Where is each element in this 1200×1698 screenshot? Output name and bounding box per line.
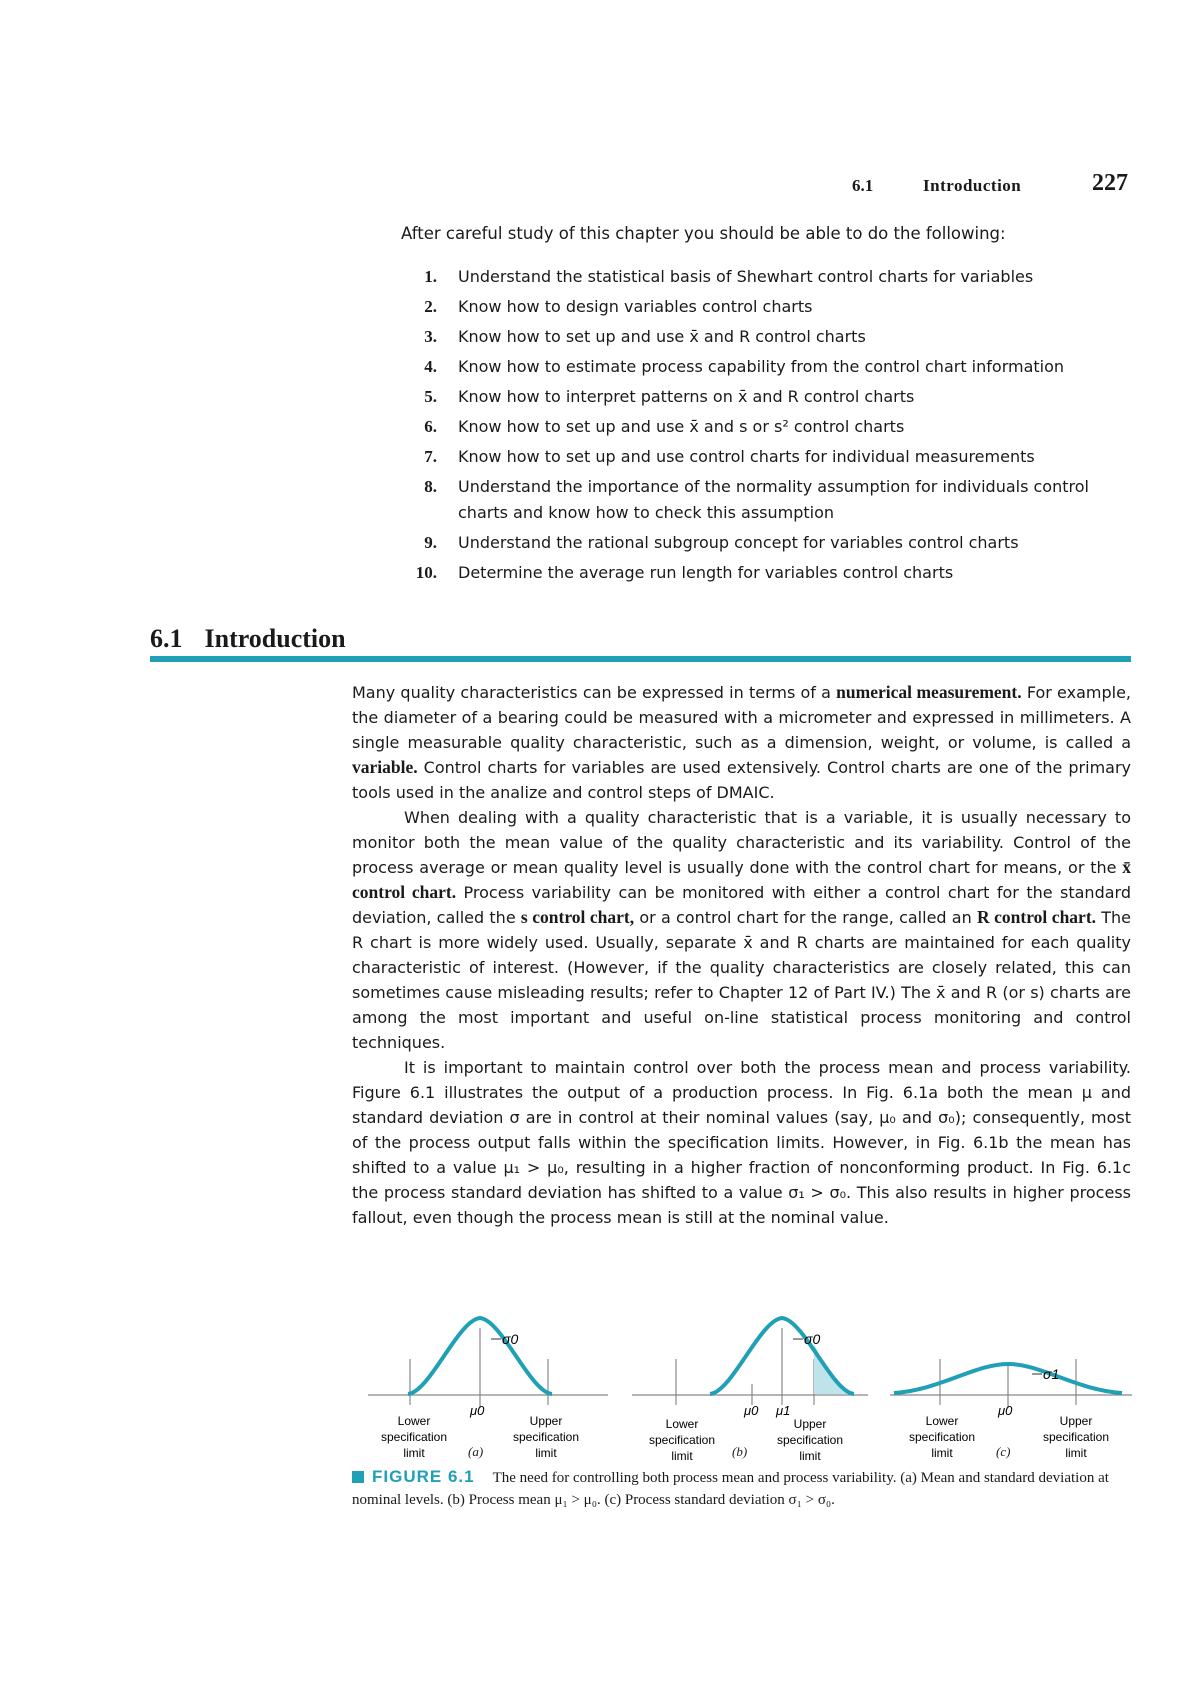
sigma-label: σ1 bbox=[1043, 1366, 1060, 1382]
svg-text:limit: limit bbox=[931, 1446, 953, 1460]
paragraph-1: Many quality characteristics can be expressed in terms of a numerical measurement. For example, the diameter of a bearing could be measured with a micrometer and expressed in millimeters. A single measurable quality characteristic, such as a dimension, weight, or volume, is called a variable. Control charts for variables are used extensively. Control charts are one of the primary tools used in the analize and control steps of DMAIC. bbox=[352, 682, 1132, 802]
svg-text:specification: specification bbox=[908, 1430, 976, 1444]
section-title: Introduction bbox=[204, 624, 346, 653]
caption-text: The need for controlling both process mean and process variability. (a) Mean and standard deviation at nominal levels. (b) Process mean μ₁ > μ₀. (c) Process standard deviation σ₁ > σ₀. bbox=[352, 1470, 1109, 1508]
panel-tag-a: (a) bbox=[468, 1444, 484, 1459]
page-number: 227 bbox=[1092, 170, 1128, 196]
objective-item: 2. Know how to design variables control charts bbox=[424, 297, 813, 316]
panel-tag-b: (b) bbox=[732, 1444, 748, 1459]
section-rule bbox=[150, 656, 1131, 662]
paragraph-3: It is important to maintain control over both the process mean and process variability. Figure 6.1 illustrates the output of a production process. In Fig. 6.1a both the mean μ and standard deviation σ are in control at their nominal values (say, μ₀ and σ₀); consequently, most of the process output falls within the specification limits. However, in Fig. 6.1b the mean has shifted to a value μ₁ > μ₀, resulting in a higher fraction of nonconforming product. In Fig. 6.1c the process standard deviation has shifted to a value σ₁ > σ₀. This also results in higher process fallout, even though the process mean is still at the nominal value. bbox=[352, 1058, 1131, 1227]
running-head-title: Introduction bbox=[923, 176, 1022, 195]
mean-label: μ0 bbox=[744, 1403, 759, 1418]
svg-text:Lower: Lower bbox=[665, 1417, 699, 1431]
svg-text:Lower: Lower bbox=[397, 1414, 431, 1428]
objective-item: 8. Understand the importance of the normality assumption for individuals control charts and know how to check this assumption bbox=[424, 477, 1089, 522]
svg-text:Upper: Upper bbox=[1059, 1414, 1093, 1428]
term-variable: variable. bbox=[352, 757, 418, 777]
objectives-list bbox=[401, 262, 1131, 588]
nonconforming-area bbox=[814, 1344, 854, 1394]
caption-square-icon bbox=[352, 1471, 364, 1483]
figure-svg bbox=[360, 1280, 1140, 1460]
body-text bbox=[352, 680, 1131, 1230]
objectives-intro: After careful study of this chapter you should be able to do the following: bbox=[401, 224, 1006, 243]
svg-text:limit: limit bbox=[671, 1449, 693, 1460]
figure-caption bbox=[352, 1466, 1132, 1511]
objective-item: 6. Know how to set up and use x̄ and s or s² control charts bbox=[424, 417, 905, 436]
svg-text:specification: specification bbox=[648, 1433, 716, 1447]
section-heading bbox=[150, 624, 346, 654]
term-xbar-control-chart: x̄ control chart. bbox=[352, 857, 1131, 902]
objective-item: 7. Know how to set up and use control charts for individual measurements bbox=[424, 447, 1035, 466]
section-number: 6.1 bbox=[150, 624, 183, 653]
running-head-section: 6.1 bbox=[852, 176, 874, 195]
figure-panel-a bbox=[368, 1318, 608, 1460]
mean-label: μ1 bbox=[776, 1403, 791, 1418]
svg-text:Upper: Upper bbox=[529, 1414, 563, 1428]
svg-text:limit: limit bbox=[403, 1446, 425, 1460]
objective-item: 3. Know how to set up and use x̄ and R control charts bbox=[424, 327, 866, 346]
paragraph-2: When dealing with a quality characteristic that is a variable, it is usually necessary to monitor both the mean value of the quality characteristic and its variability. Control of the process average or mean quality level is usually done with the control chart for means, or the x̄ control chart. Process variability can be monitored with either a control chart for the standard deviation, called the s control chart, or a control chart for the range, called an R control chart. The R chart is more widely used. Usually, separate x̄ and R charts are maintained for each quality characteristic of interest. (However, if the quality characteristics are closely related, this can sometimes cause misleading results; refer to Chapter 12 of Part IV.) The x̄ and R (or s) charts are among the most important and useful on-line statistical process monitoring and control techniques. bbox=[352, 808, 1132, 1052]
term-s-control-chart: s control chart, bbox=[520, 907, 635, 927]
svg-text:limit: limit bbox=[799, 1449, 821, 1460]
objective-item: 4. Know how to estimate process capability from the control chart information bbox=[424, 357, 1065, 376]
sigma-label: σ0 bbox=[502, 1331, 519, 1347]
svg-text:specification: specification bbox=[1042, 1430, 1110, 1444]
svg-text:Upper: Upper bbox=[793, 1417, 827, 1431]
figure-panel-b bbox=[632, 1318, 868, 1460]
figure-6-1 bbox=[360, 1280, 1140, 1460]
objective-item: 10. Determine the average run length for variables control charts bbox=[415, 563, 954, 582]
objective-item: 1. Understand the statistical basis of Shewhart control charts for variables bbox=[424, 267, 1034, 286]
svg-text:specification: specification bbox=[512, 1430, 580, 1444]
svg-text:limit: limit bbox=[535, 1446, 557, 1460]
mean-label: μ0 bbox=[470, 1403, 485, 1418]
figure-label: FIGURE 6.1 bbox=[372, 1467, 475, 1486]
term-r-control-chart: R control chart. bbox=[976, 907, 1097, 927]
term-numerical-measurement: numerical measurement. bbox=[836, 682, 1022, 702]
panel-tags bbox=[360, 1444, 1140, 1464]
svg-text:specification: specification bbox=[776, 1433, 844, 1447]
objective-item: 5. Know how to interpret patterns on x̄ and R control charts bbox=[424, 387, 915, 406]
running-head bbox=[852, 170, 1128, 200]
svg-text:limit: limit bbox=[1065, 1446, 1087, 1460]
sigma-label: σ0 bbox=[804, 1331, 821, 1347]
svg-text:specification: specification bbox=[380, 1430, 448, 1444]
panel-tag-c: (c) bbox=[996, 1444, 1011, 1459]
objective-item: 9. Understand the rational subgroup concept for variables control charts bbox=[424, 533, 1019, 552]
mean-label: μ0 bbox=[998, 1403, 1013, 1418]
svg-text:Lower: Lower bbox=[925, 1414, 959, 1428]
